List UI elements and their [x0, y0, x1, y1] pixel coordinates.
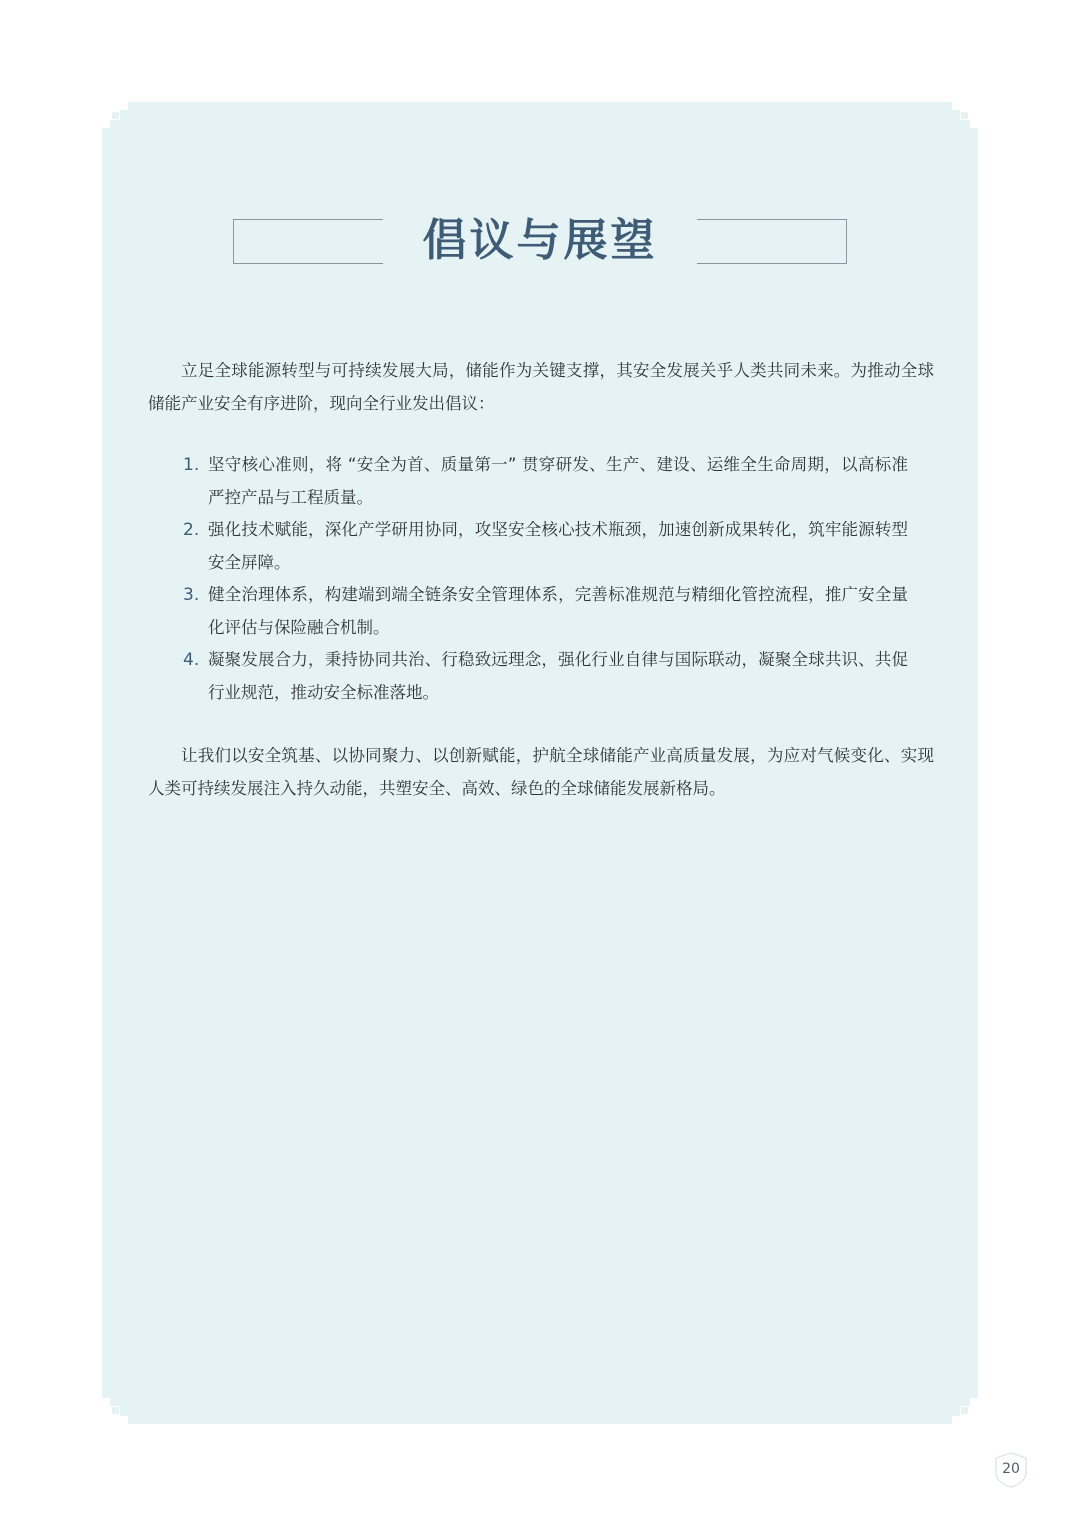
title-block [233, 215, 847, 267]
title-frame-left [233, 219, 383, 264]
initiative-list [183, 449, 908, 709]
corner-decoration-bottom-left [112, 1407, 119, 1414]
list-item [183, 449, 908, 514]
page-title: 倡议与展望 [422, 215, 658, 266]
list-item-text: 凝聚发展合力，秉持协同共治、行稳致远理念，强化行业自律与国际联动，凝聚全球共识、共促行业规范，推动安全标准落地。 [208, 650, 908, 702]
title-frame-right [697, 219, 847, 264]
list-item-text: 健全治理体系，构建端到端全链条安全管理体系，完善标准规范与精细化管控流程，推广安全量化评估与保险融合机制。 [208, 585, 908, 637]
closing-section [148, 739, 934, 805]
page-number-badge [994, 1452, 1028, 1488]
list-item-number: 4. [183, 650, 200, 670]
list-item-text: 坚守核心准则，将 “安全为首、质量第一” 贯穿研发、生产、建设、运维全生命周期，以高标准严控产品与工程质量。 [208, 455, 908, 507]
corner-decoration-top-right [961, 112, 968, 119]
list-item-number: 2. [183, 520, 200, 540]
list-item-number: 3. [183, 585, 200, 605]
list-item [183, 579, 908, 644]
corner-decoration-top-left [112, 112, 119, 119]
corner-decoration-bottom-right [961, 1407, 968, 1414]
page-number: 20 [1002, 1461, 1020, 1477]
list-item [183, 514, 908, 579]
list-item-text: 强化技术赋能，深化产学研用协同，攻坚安全核心技术瓶颈，加速创新成果转化，筑牢能源转型安全屏障。 [208, 520, 908, 572]
intro-paragraph: 立足全球能源转型与可持续发展大局，储能作为关键支撑，其安全发展关乎人类共同未来。为推动全球储能产业安全有序进阶，现向全行业发出倡议： [148, 361, 934, 413]
list-item [183, 644, 908, 709]
intro-section [148, 354, 934, 420]
closing-paragraph: 让我们以安全筑基、以协同聚力、以创新赋能，护航全球储能产业高质量发展，为应对气候变化、实现人类可持续发展注入持久动能，共塑安全、高效、绿色的全球储能发展新格局。 [148, 746, 934, 798]
list-item-number: 1. [183, 455, 200, 475]
